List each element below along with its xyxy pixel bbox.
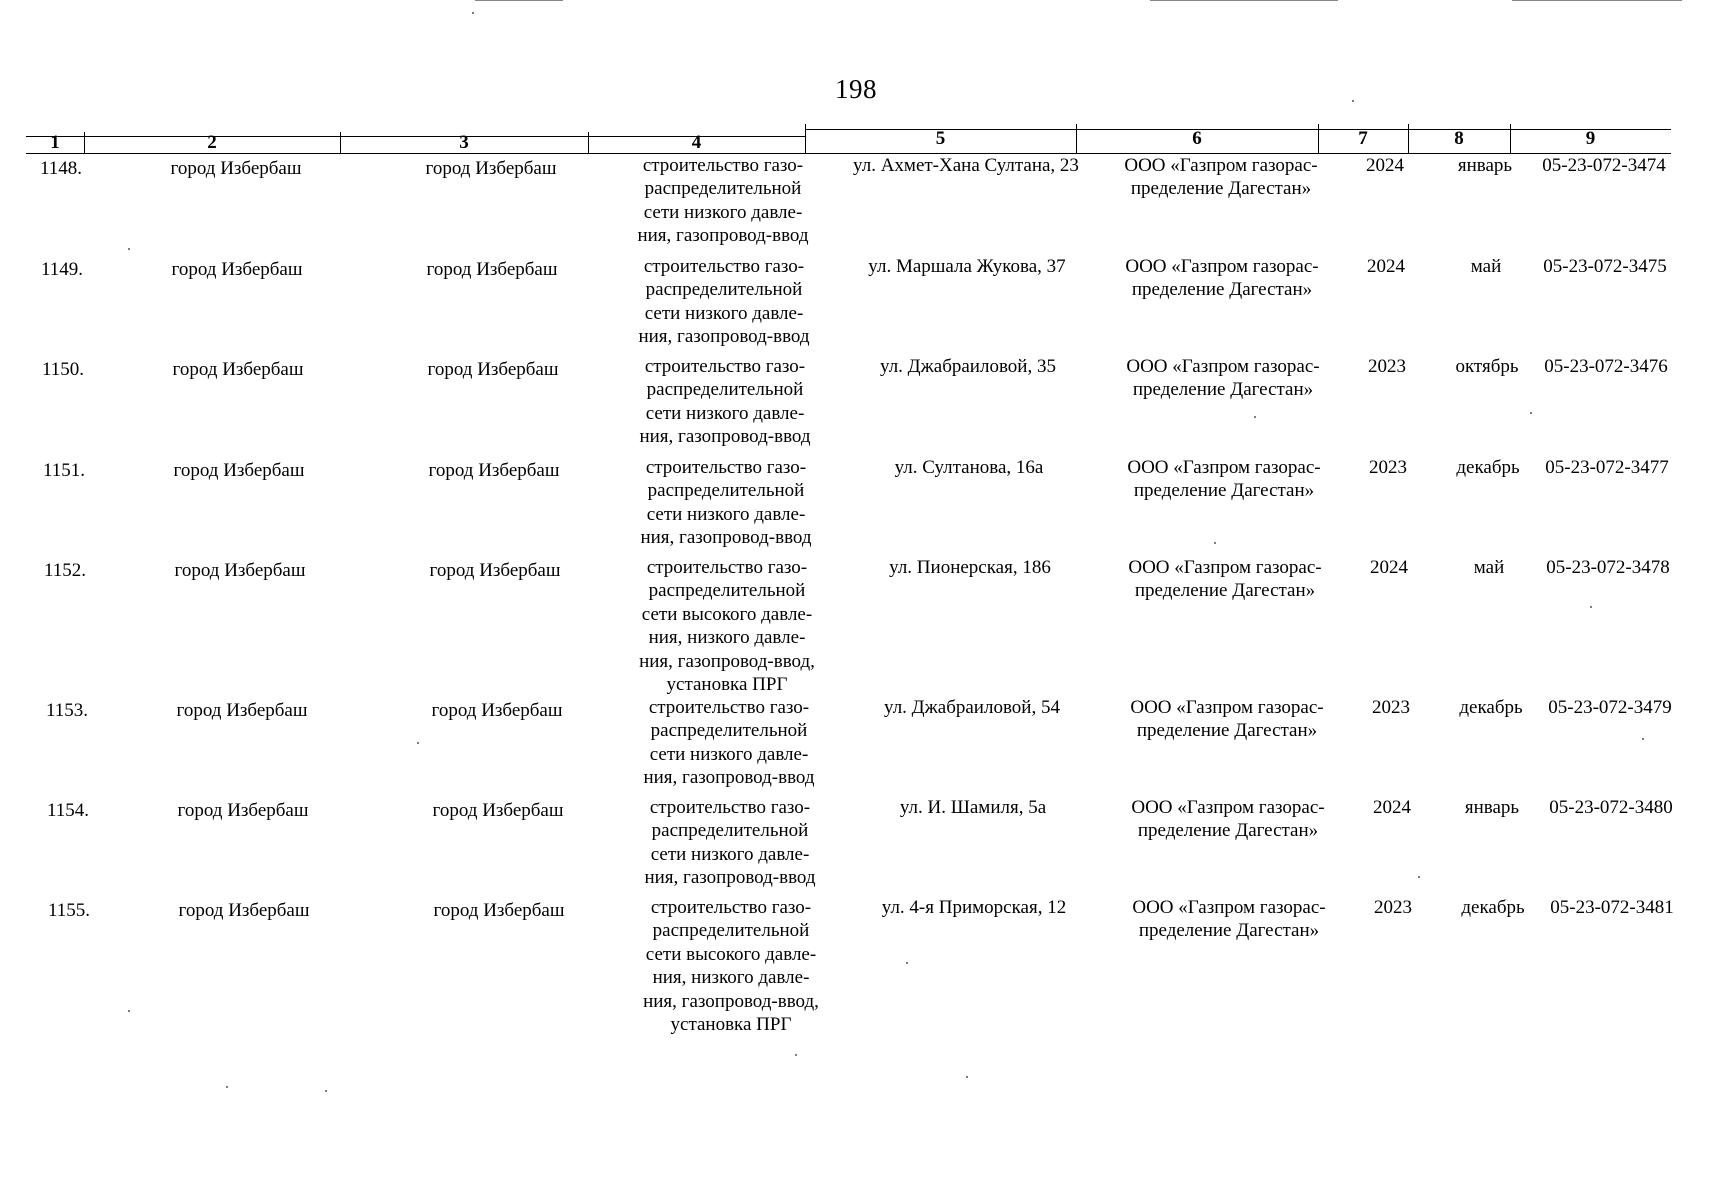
code-cell: 05-23-072-3480 <box>1549 797 1673 818</box>
work-description-cell-line: ния, газопровод-ввод <box>640 527 812 549</box>
address-cell: ул. Джабраиловой, 35 <box>880 356 1056 377</box>
scan-speck <box>1642 738 1644 740</box>
organization-cell <box>1104 896 1354 942</box>
organization-cell <box>1099 456 1349 502</box>
month-cell: декабрь <box>1461 897 1525 918</box>
organization-cell-line: ООО «Газпром газорас- <box>1127 457 1321 478</box>
work-description-cell <box>611 896 851 1036</box>
work-description-cell-line: строительство газо- <box>645 457 807 478</box>
organization-cell-line: пределение Дагестан» <box>1134 580 1316 602</box>
year-cell: 2024 <box>1370 557 1408 578</box>
settlement-cell: город Избербаш <box>428 460 560 481</box>
row-number: 1153. <box>46 700 89 721</box>
month-cell: октябрь <box>1455 356 1519 377</box>
column-header-2: 2 <box>207 132 217 153</box>
work-description-cell <box>607 556 847 696</box>
work-description-cell-line: ния, газопровод-ввод, <box>643 990 819 1012</box>
municipality-cell: город Избербаш <box>171 259 303 280</box>
organization-cell-line: пределение Дагестан» <box>1132 379 1314 401</box>
settlement-cell: город Избербаш <box>426 259 558 280</box>
organization-cell-line: ООО «Газпром газорас- <box>1128 557 1322 578</box>
work-description-cell-line: сети низкого давле- <box>649 743 809 765</box>
work-description-cell-line: ния, газопровод-ввод <box>639 426 811 448</box>
organization-cell <box>1103 796 1353 842</box>
municipality-cell: город Избербаш <box>174 560 306 581</box>
column-header-3: 3 <box>459 132 469 153</box>
scan-speck <box>966 1076 968 1078</box>
work-description-cell-line: распределительной <box>650 720 808 742</box>
work-description-cell-line: распределительной <box>647 480 805 502</box>
year-cell: 2023 <box>1374 897 1412 918</box>
year-cell: 2023 <box>1372 697 1410 718</box>
work-description-cell-line: ния, газопровод-ввод, <box>639 650 815 672</box>
work-description-cell-line: ния, газопровод-ввод <box>638 326 810 348</box>
work-description-cell-line: строительство газо- <box>649 797 811 818</box>
column-header-1: 1 <box>50 132 60 153</box>
organization-cell <box>1096 154 1346 200</box>
work-description-cell-line: строительство газо- <box>642 155 804 176</box>
code-cell: 05-23-072-3481 <box>1550 897 1674 918</box>
table-row <box>28 355 1673 456</box>
work-description-cell-line: ния, газопровод-ввод <box>637 225 809 247</box>
column-header-6: 6 <box>1192 128 1202 149</box>
column-header-9: 9 <box>1585 128 1596 149</box>
work-description-cell <box>609 696 849 790</box>
row-number: 1150. <box>42 359 85 380</box>
work-description-cell-line: распределительной <box>652 920 810 942</box>
municipality-cell: город Избербаш <box>176 700 308 721</box>
code-cell: 05-23-072-3477 <box>1545 457 1669 478</box>
column-header-4: 4 <box>691 132 702 153</box>
scan-speck <box>472 12 474 14</box>
table-row <box>27 255 1672 355</box>
address-cell: ул. И. Шамиля, 5а <box>899 797 1047 818</box>
scan-speck <box>325 1090 327 1092</box>
municipality-cell: город Избербаш <box>173 460 305 481</box>
municipality-cell: город Избербаш <box>172 359 304 380</box>
settlement-cell: город Избербаш <box>429 560 561 581</box>
organization-cell-line: ООО «Газпром газорас- <box>1126 356 1320 377</box>
column-header-5: 5 <box>935 128 946 149</box>
table-row <box>33 796 1678 896</box>
address-cell: ул. Ахмет-Хана Султана, 23 <box>853 155 1079 176</box>
scan-speck <box>906 962 908 964</box>
year-cell: 2023 <box>1369 457 1407 478</box>
work-description-cell-line: распределительной <box>645 279 803 301</box>
organization-cell-line: пределение Дагестан» <box>1133 480 1315 502</box>
work-description-cell-line: строительство газо- <box>648 697 810 718</box>
organization-cell <box>1100 556 1350 602</box>
organization-cell-line: пределение Дагестан» <box>1138 920 1320 942</box>
organization-cell <box>1098 355 1348 401</box>
year-cell: 2024 <box>1373 797 1411 818</box>
work-description-cell-line: ния, низкого давле- <box>652 967 810 989</box>
municipality-cell: город Избербаш <box>170 158 302 179</box>
scan-speck <box>1352 100 1354 102</box>
address-cell: ул. Маршала Жукова, 37 <box>868 256 1066 277</box>
table-row <box>30 556 1675 696</box>
year-cell: 2024 <box>1366 155 1404 176</box>
row-number: 1149. <box>41 259 84 280</box>
scan-speck <box>128 248 130 250</box>
work-description-cell-line: ния, низкого давле- <box>648 627 806 649</box>
month-cell: декабрь <box>1459 697 1523 718</box>
code-cell: 05-23-072-3474 <box>1542 155 1666 176</box>
code-cell: 05-23-072-3478 <box>1546 557 1670 578</box>
organization-cell <box>1102 696 1352 742</box>
scan-artifact-line <box>1512 0 1682 1</box>
scan-speck <box>1590 606 1592 608</box>
organization-cell-line: ООО «Газпром газорас- <box>1124 155 1318 176</box>
work-description-cell-line: ния, газопровод-ввод <box>643 767 815 789</box>
scan-speck <box>1530 412 1532 414</box>
work-description-cell-line: сети высокого давле- <box>641 603 813 625</box>
row-number: 1148. <box>40 158 83 179</box>
organization-cell-line: ООО «Газпром газорас- <box>1130 697 1324 718</box>
work-description-cell-line: строительство газо- <box>646 557 808 578</box>
row-number: 1155. <box>48 900 91 921</box>
table-row <box>26 154 1671 255</box>
page-number: 198 <box>835 74 877 104</box>
row-number: 1154. <box>47 800 90 821</box>
month-cell: май <box>1473 557 1505 578</box>
address-cell: ул. 4-я Приморская, 12 <box>881 897 1067 918</box>
organization-cell-line: пределение Дагестан» <box>1137 820 1319 842</box>
table-row <box>32 696 1677 796</box>
table-row <box>34 896 1679 1041</box>
settlement-cell: город Избербаш <box>431 700 563 721</box>
scan-speck <box>417 742 419 744</box>
municipality-cell: город Избербаш <box>178 900 310 921</box>
table-header-row <box>26 124 1671 154</box>
work-description-cell-line: сети высокого давле- <box>645 943 817 965</box>
organization-cell-line: пределение Дагестан» <box>1136 720 1318 742</box>
row-number: 1151. <box>43 460 86 481</box>
work-description-cell-line: сети низкого давле- <box>650 843 810 865</box>
address-cell: ул. Султанова, 16а <box>894 457 1044 478</box>
code-cell: 05-23-072-3476 <box>1544 356 1668 377</box>
work-description-cell <box>604 255 844 349</box>
works-table <box>26 124 1674 1036</box>
month-cell: январь <box>1464 797 1520 818</box>
work-description-cell <box>605 355 845 449</box>
work-description-cell <box>610 796 850 890</box>
scan-speck <box>1214 542 1216 544</box>
organization-cell-line: пределение Дагестан» <box>1130 178 1312 200</box>
scan-artifact-line <box>475 0 563 1</box>
work-description-cell-line: сети низкого давле- <box>644 302 804 324</box>
settlement-cell: город Избербаш <box>433 900 565 921</box>
code-cell: 05-23-072-3475 <box>1543 256 1667 277</box>
scan-speck <box>795 1054 797 1056</box>
settlement-cell: город Избербаш <box>432 800 564 821</box>
work-description-cell-line: сети низкого давле- <box>645 402 805 424</box>
organization-cell-line: ООО «Газпром газорас- <box>1125 256 1319 277</box>
scan-artifact-line <box>1150 0 1338 1</box>
scan-speck <box>1254 416 1256 418</box>
scan-speck <box>128 1010 130 1012</box>
work-description-cell-line: установка ПРГ <box>670 1014 792 1036</box>
table-row <box>29 456 1674 556</box>
work-description-cell-line: распределительной <box>651 820 809 842</box>
year-cell: 2024 <box>1367 256 1405 277</box>
work-description-cell-line: распределительной <box>644 178 802 200</box>
scan-speck <box>226 1086 228 1088</box>
organization-cell-line: ООО «Газпром газорас- <box>1132 897 1326 918</box>
organization-cell-line: ООО «Газпром газорас- <box>1131 797 1325 818</box>
settlement-cell: город Избербаш <box>427 359 559 380</box>
organization-cell-line: пределение Дагестан» <box>1131 279 1313 301</box>
scan-speck <box>1418 876 1420 878</box>
column-header-8: 8 <box>1454 128 1464 149</box>
address-cell: ул. Пионерская, 186 <box>889 557 1051 578</box>
work-description-cell-line: распределительной <box>648 580 806 602</box>
work-description-cell-line: ния, газопровод-ввод <box>644 867 816 889</box>
month-cell: декабрь <box>1456 457 1520 478</box>
work-description-cell-line: распределительной <box>646 379 804 401</box>
organization-cell <box>1097 255 1347 301</box>
work-description-cell <box>606 456 846 550</box>
work-description-cell-line: сети низкого давле- <box>646 503 806 525</box>
column-header-7: 7 <box>1358 128 1368 149</box>
row-number: 1152. <box>44 560 87 581</box>
settlement-cell: город Избербаш <box>425 158 557 179</box>
year-cell: 2023 <box>1368 356 1406 377</box>
work-description-cell-line: строительство газо- <box>644 356 806 377</box>
code-cell: 05-23-072-3479 <box>1548 697 1672 718</box>
work-description-cell-line: сети низкого давле- <box>643 201 803 223</box>
month-cell: май <box>1470 256 1502 277</box>
month-cell: январь <box>1457 155 1513 176</box>
work-description-cell-line: строительство газо- <box>650 897 812 918</box>
work-description-cell <box>603 154 843 248</box>
address-cell: ул. Джабраиловой, 54 <box>884 697 1060 718</box>
work-description-cell-line: строительство газо- <box>643 256 805 277</box>
municipality-cell: город Избербаш <box>177 800 309 821</box>
work-description-cell-line: установка ПРГ <box>666 674 788 696</box>
